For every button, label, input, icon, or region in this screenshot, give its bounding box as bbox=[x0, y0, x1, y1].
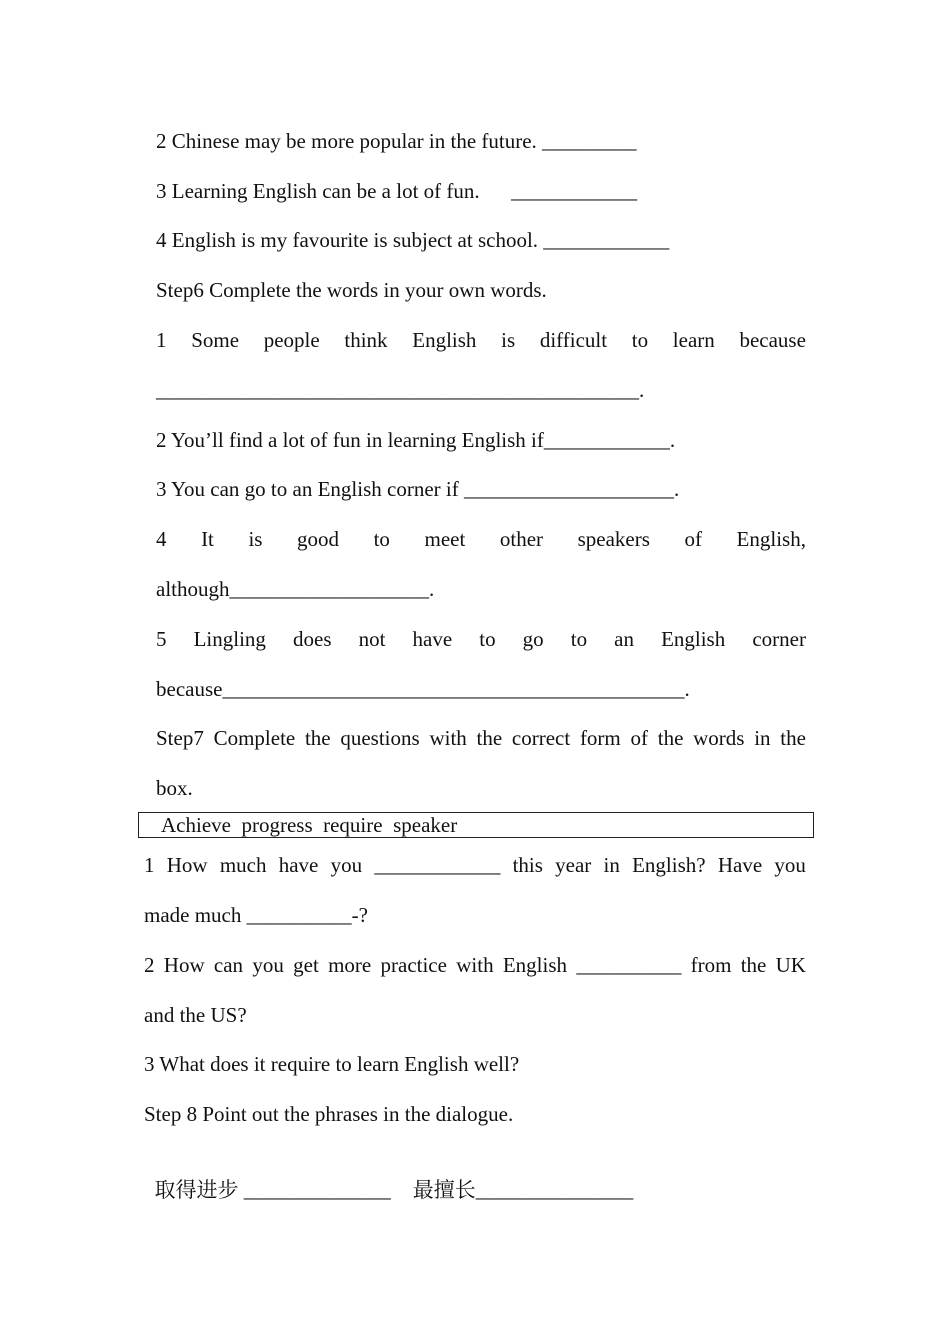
step7-question-2-cont: and the US? bbox=[144, 1003, 247, 1027]
word: you bbox=[330, 853, 363, 877]
word: 5 bbox=[156, 627, 167, 651]
word: with bbox=[456, 953, 494, 977]
word: good bbox=[297, 527, 340, 551]
exercise-line-1: 2 Chinese may be more popular in the future. _________ bbox=[156, 129, 637, 153]
step7-question-1 bbox=[144, 852, 806, 878]
word: in bbox=[603, 853, 620, 877]
word: 4 bbox=[156, 527, 167, 551]
word: to bbox=[479, 627, 496, 651]
word: does bbox=[293, 627, 332, 651]
step6-question-4 bbox=[156, 526, 806, 552]
step6-question-1-blank: ______________________________________________. bbox=[156, 378, 645, 402]
word: words bbox=[693, 726, 745, 750]
word: meet bbox=[424, 527, 466, 551]
word: not bbox=[358, 627, 386, 651]
cn-phrase-1: 取得进步 bbox=[154, 1178, 239, 1202]
word: in bbox=[754, 726, 771, 750]
step6-question-5-cont: because____________________________________________. bbox=[156, 677, 690, 701]
word: to bbox=[631, 328, 649, 352]
word: learn bbox=[672, 328, 715, 352]
step7-heading bbox=[156, 725, 806, 751]
word: the bbox=[476, 726, 503, 750]
word: English, bbox=[736, 527, 806, 551]
step6-heading: Step6 Complete the words in your own words. bbox=[156, 278, 547, 302]
word: get bbox=[293, 953, 319, 977]
word: of bbox=[684, 527, 702, 551]
word: the bbox=[657, 726, 684, 750]
word: an bbox=[614, 627, 634, 651]
word: of bbox=[630, 726, 648, 750]
step7-question-2 bbox=[144, 952, 806, 978]
word: speakers bbox=[577, 527, 650, 551]
word: difficult bbox=[539, 328, 608, 352]
word: Lingling bbox=[193, 627, 266, 651]
word: 1 bbox=[144, 853, 155, 877]
word: much bbox=[219, 853, 267, 877]
word: Complete bbox=[213, 726, 296, 750]
word: to bbox=[373, 527, 390, 551]
step6-question-5 bbox=[156, 626, 806, 652]
step7-question-3: 3 What does it require to learn English well? bbox=[144, 1052, 520, 1076]
cn-blank-2: _______________ bbox=[475, 1178, 634, 1202]
word: you bbox=[252, 953, 284, 977]
word: think bbox=[344, 328, 388, 352]
word: It bbox=[201, 527, 214, 551]
cn-phrase-2: 最擅长 bbox=[412, 1178, 476, 1202]
word: English bbox=[661, 627, 726, 651]
step7-heading-cont: box. bbox=[156, 776, 193, 800]
word: to bbox=[570, 627, 588, 651]
word: year bbox=[555, 853, 592, 877]
word: you bbox=[774, 853, 806, 877]
word-box bbox=[138, 812, 814, 838]
exercise-line-3: 4 English is my favourite is subject at school. ____________ bbox=[156, 228, 670, 252]
step6-question-2: 2 You’ll find a lot of fun in learning English if____________. bbox=[156, 428, 676, 452]
word: with bbox=[429, 726, 467, 750]
word-box-words: Achieve progress require speaker bbox=[161, 813, 458, 837]
word: Have bbox=[717, 853, 763, 877]
word: is bbox=[248, 527, 263, 551]
word: the bbox=[780, 726, 806, 750]
word: 2 bbox=[144, 953, 155, 977]
step8-phrases bbox=[144, 1151, 633, 1203]
word: have bbox=[412, 627, 453, 651]
word: the bbox=[304, 726, 331, 750]
word: ____________ bbox=[374, 853, 501, 877]
word: form bbox=[579, 726, 621, 750]
step7-question-1-cont: made much __________-? bbox=[144, 903, 368, 927]
word: 1 bbox=[156, 328, 167, 352]
word: more bbox=[328, 953, 372, 977]
word: this bbox=[512, 853, 543, 877]
word: is bbox=[501, 328, 516, 352]
word: Step7 bbox=[156, 726, 204, 750]
step6-question-4-cont: although___________________. bbox=[156, 577, 435, 601]
step6-question-1 bbox=[156, 327, 806, 353]
word: questions bbox=[340, 726, 420, 750]
exercise-line-2: 3 Learning English can be a lot of fun. ____________ bbox=[156, 179, 638, 203]
word: __________ bbox=[576, 953, 682, 977]
word: English bbox=[412, 328, 477, 352]
word: corner bbox=[752, 627, 806, 651]
word: can bbox=[213, 953, 244, 977]
word: the bbox=[740, 953, 767, 977]
word: people bbox=[263, 328, 320, 352]
word: go bbox=[522, 627, 544, 651]
word: UK bbox=[775, 953, 806, 977]
word: How bbox=[163, 953, 205, 977]
step8-heading: Step 8 Point out the phrases in the dialogue. bbox=[144, 1102, 514, 1126]
word: correct bbox=[511, 726, 571, 750]
word: because bbox=[739, 328, 806, 352]
word: English? bbox=[632, 853, 706, 877]
step6-question-3: 3 You can go to an English corner if ____________________. bbox=[156, 477, 680, 501]
word: other bbox=[499, 527, 544, 551]
word: from bbox=[690, 953, 732, 977]
word: practice bbox=[380, 953, 447, 977]
word: Some bbox=[191, 328, 240, 352]
word: have bbox=[278, 853, 319, 877]
word: How bbox=[166, 853, 208, 877]
cn-blank-1: ______________ bbox=[238, 1178, 391, 1202]
word: English bbox=[502, 953, 568, 977]
